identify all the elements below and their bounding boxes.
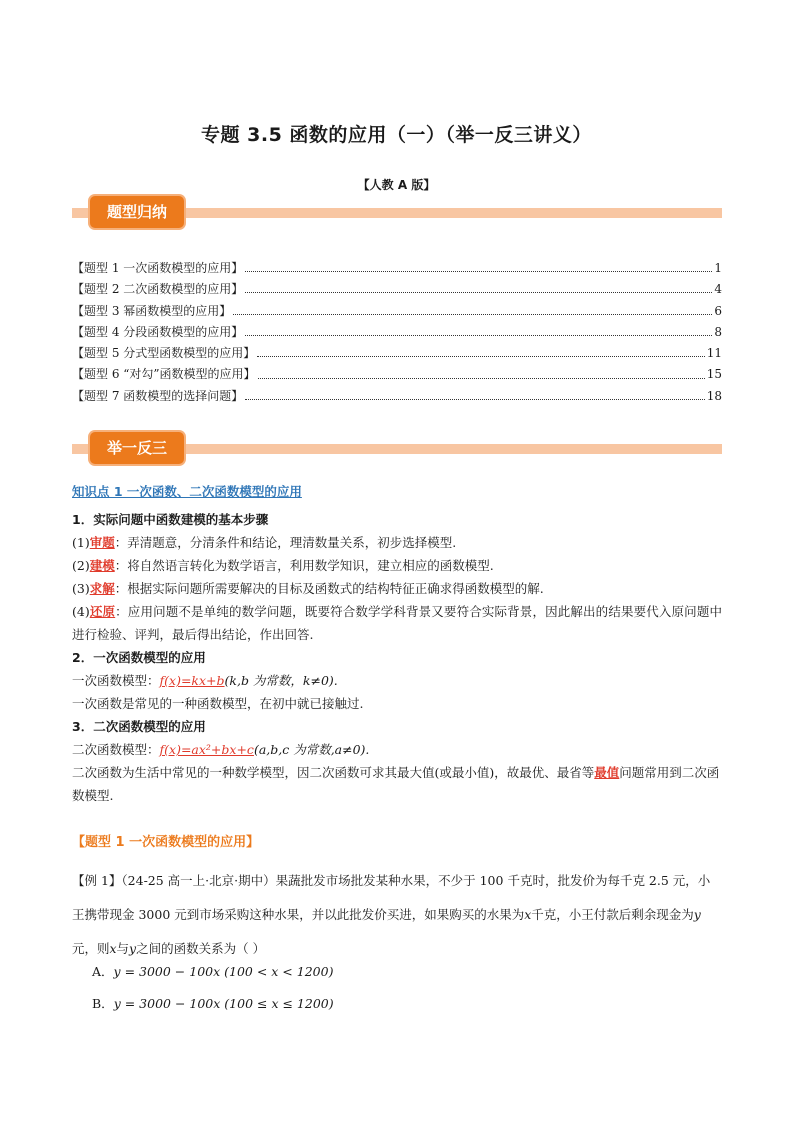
step-item <box>72 554 722 577</box>
section-heading: 1．实际问题中函数建模的基本步骤 <box>72 512 269 527</box>
step-text: ：根据实际问题所需要解决的目标及函数式的结构特征正确求得函数模型的解. <box>114 581 544 596</box>
model-formula: f(x)=kx+b <box>159 673 225 688</box>
toc-entry[interactable] <box>72 301 722 322</box>
step-prefix: (1) <box>72 535 90 550</box>
toc-entry-page: 6 <box>714 303 722 318</box>
toc-leader-dots <box>245 271 712 272</box>
toc-entry[interactable] <box>72 258 722 279</box>
knowledge-content <box>72 508 722 807</box>
toc-entry-page: 18 <box>706 388 722 403</box>
model-formula: f(x)=ax²+bx+c <box>159 742 254 757</box>
toc-entry[interactable] <box>72 322 722 343</box>
section-heading: 3．二次函数模型的应用 <box>72 719 206 734</box>
choice-a[interactable] <box>92 962 333 980</box>
toc-banner <box>72 196 722 230</box>
step-key: 审题 <box>89 535 115 550</box>
model-lead: 一次函数模型： <box>72 673 160 688</box>
step-item <box>72 531 722 554</box>
toc-entry-label: 【题型 2 二次函数模型的应用】 <box>72 282 244 297</box>
step-item <box>72 600 722 646</box>
table-of-contents <box>72 258 722 407</box>
toc-entry-page: 11 <box>706 346 722 361</box>
step-key: 求解 <box>89 581 115 596</box>
step-key: 还原 <box>89 604 116 619</box>
toc-entry-page: 15 <box>706 367 722 382</box>
step-prefix: (3) <box>72 581 90 596</box>
toc-leader-dots <box>245 335 712 336</box>
toc-entry-label: 【题型 4 分段函数模型的应用】 <box>72 324 244 339</box>
example-question: 【例 1】（24-25 高一上·北京·期中）果蔬批发市场批发某种水果，不少于 100 千克时，批发价为每千克 2.5 元，小王携带现金 3000 元到市场采购这种水果，并以此批发价买进，如果购买的水果为𝑥千克，小王付款后剩余现金为𝑦元，则𝑥与𝑦之间的函数关系为（ ） <box>72 873 711 956</box>
model-tail: (k,b 为常数，k≠0). <box>224 673 338 688</box>
model-definition <box>72 738 722 761</box>
toc-entry[interactable] <box>72 279 722 300</box>
note-text: 二次函数为生活中常见的一种数学模型，因二次函数可求其最大值(或最小值)，故最优、最省等 <box>72 765 595 780</box>
page-title: 专题 3.5 函数的应用（一）（举一反三讲义） <box>201 124 592 146</box>
toc-entry-page: 8 <box>714 324 722 339</box>
choice-label: B． <box>92 996 114 1011</box>
note-key: 最值 <box>594 765 620 780</box>
model-definition <box>72 669 722 692</box>
choice-expression: 𝑦 = 3000 − 100𝑥 (100 ≤ 𝑥 ≤ 1200) <box>113 996 334 1011</box>
toc-leader-dots <box>258 378 705 379</box>
note-text: 问题常用到二次函数模型. <box>72 765 720 803</box>
toc-entry[interactable] <box>72 386 722 407</box>
toc-leader-dots <box>245 399 704 400</box>
model-note: 一次函数是常见的一种函数模型，在初中就已接触过. <box>72 696 364 711</box>
toc-leader-dots <box>257 356 704 357</box>
knowledge-point-title: 知识点 1 一次函数、二次函数模型的应用 <box>72 484 302 499</box>
toc-entry-page: 4 <box>714 282 722 297</box>
choice-b[interactable] <box>92 994 334 1012</box>
toc-entry-label: 【题型 6 “对勾”函数模型的应用】 <box>72 367 256 382</box>
toc-leader-dots <box>245 292 712 293</box>
toc-entry-label: 【题型 5 分式型函数模型的应用】 <box>72 346 256 361</box>
step-prefix: (2) <box>72 558 90 573</box>
question-type-heading: 【题型 1 一次函数模型的应用】 <box>72 835 260 850</box>
edition-label: 【人教 A 版】 <box>357 178 436 192</box>
step-item <box>72 577 722 600</box>
toc-entry[interactable] <box>72 364 722 385</box>
step-key: 建模 <box>89 558 115 573</box>
banner-tab-label: 举一反三 <box>90 432 184 464</box>
toc-entry-label: 【题型 1 一次函数模型的应用】 <box>72 261 244 275</box>
model-tail: (a,b,c 为常数,a≠0). <box>253 742 370 757</box>
step-text: ：将自然语言转化为数学语言，利用数学知识，建立相应的函数模型. <box>114 558 494 573</box>
model-lead: 二次函数模型： <box>72 742 160 757</box>
step-text: ：应用问题不是单纯的数学问题，既要符合数学学科背景又要符合实际背景，因此解出的结果要代入原问题中进行检验、评判，最后得出结论，作出回答. <box>72 604 722 642</box>
model-note <box>72 761 722 807</box>
choice-label: A． <box>92 964 114 979</box>
toc-leader-dots <box>233 314 712 315</box>
banner-tab-label: 题型归纳 <box>90 196 184 228</box>
toc-entry-page: 1 <box>714 261 722 275</box>
main-banner <box>72 432 722 466</box>
step-text: ：弄清题意，分清条件和结论，理清数量关系，初步选择模型. <box>114 535 457 550</box>
toc-entry[interactable] <box>72 343 722 364</box>
toc-entry-label: 【题型 7 函数模型的选择问题】 <box>72 388 244 403</box>
choice-expression: 𝑦 = 3000 − 100𝑥 (100 < 𝑥 < 1200) <box>113 964 334 979</box>
section-heading: 2．一次函数模型的应用 <box>72 650 206 665</box>
toc-entry-label: 【题型 3 幂函数模型的应用】 <box>72 303 232 318</box>
step-prefix: (4) <box>72 604 90 619</box>
